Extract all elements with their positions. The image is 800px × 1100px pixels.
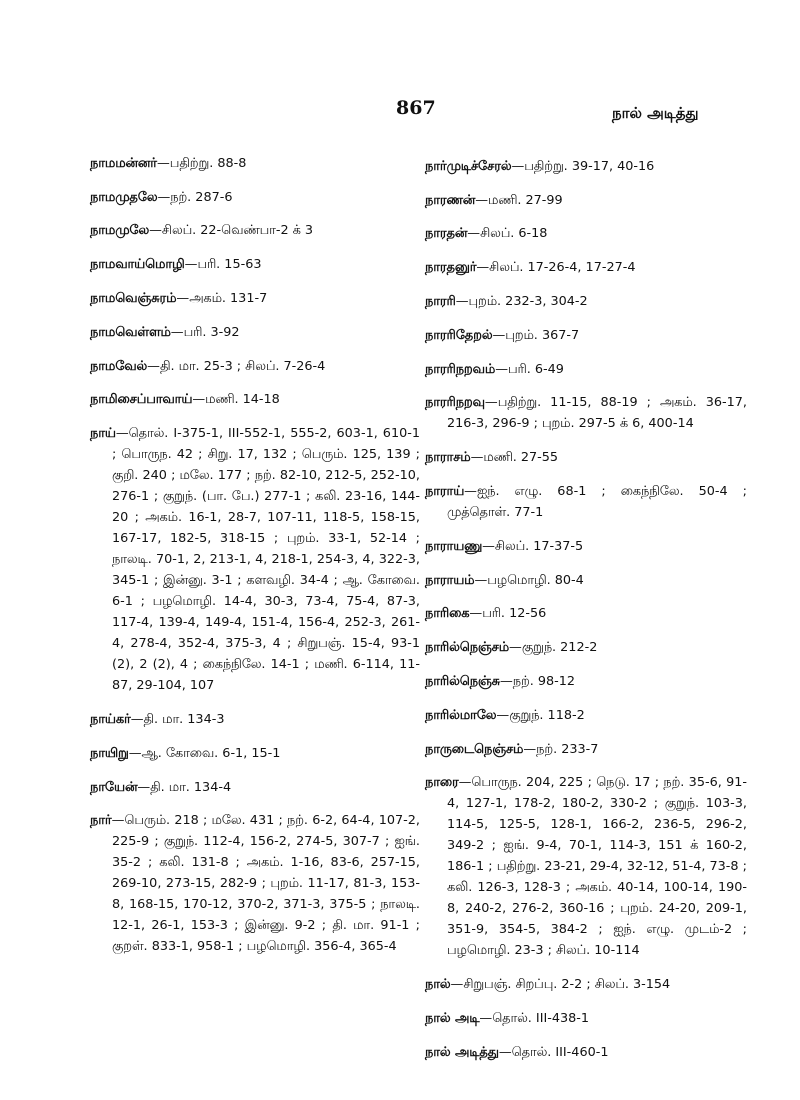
headword: நாயேன்: [90, 779, 138, 795]
headword: நாரதன்: [425, 226, 468, 242]
headword: நாரை: [425, 775, 459, 791]
references: —பரி. 12-56: [469, 606, 547, 622]
index-entry: [425, 603, 747, 624]
index-entry: [90, 810, 420, 957]
headword: நாய்: [90, 426, 116, 442]
index-entry: [90, 777, 420, 798]
headword: நாரரிநறவம்: [425, 361, 496, 377]
index-entry: [425, 359, 747, 380]
index-entry: [90, 153, 420, 174]
index-entry: [90, 423, 420, 696]
references: —சிலப். 17-37-5: [482, 538, 584, 554]
references: —மணி. 14-18: [192, 392, 280, 408]
references: —சிலப். 22-வெண்பா-2 க் 3: [149, 223, 314, 239]
index-entry: [425, 257, 747, 278]
headword: நாரணன்: [425, 192, 476, 208]
index-entry: [425, 1008, 747, 1029]
index-entry: [425, 447, 747, 468]
index-entry: [425, 974, 747, 995]
headword: நார்: [90, 813, 112, 829]
headword: நாரில்நெஞ்சு: [425, 673, 500, 689]
headword: நால் அடி: [425, 1010, 480, 1026]
references: —தி. மா. 134-4: [137, 779, 232, 795]
index-entry: [425, 291, 747, 312]
headword: நாமவேல்: [90, 358, 148, 374]
index-entry: [425, 739, 747, 760]
references: —தொல். I-375-1, III-552-1, 555-2, 603-1, 610-1 ; பொருந. 42 ; சிறு. 17, 132 ; பெரும். 125, 139 ; குறி. 240 ; மலே. 177 ; நற். 82-10, 212-5, 252-10, 276-1 ; குறுந். (பா. பே.) 277-1 ; கலி. 23-16, 144-20 ; அகம். 16-1, 28-7, 107-11, 118-5, 158-15, 167-17, 182-5, 318-15 ; புறம். 33-1, 52-14 ; நாலடி. 70-1, 2, 213-1, 4, 218-1, 254-3, 4, 322-3, 345-1 ; இன்னு. 3-1 ; களவழி. 34-4 ; ஆ. கோவை. 6-1 ; பழமொழி. 14-4, 30-3, 73-4, 75-4, 87-3, 117-4, 139-4, 149-4, 151-4, 156-4, 252-3, 261-4, 278-4, 352-4, 375-3, 4 ; சிறுபஞ். 15-4, 93-1 (2), 2 (2), 4 ; கைந்நிலே. 14-1 ; மணி. 6-114, 11-87, 29-104, 107: [112, 426, 420, 694]
references: —நற். 98-12: [500, 673, 576, 689]
headword: நாரிகை: [425, 606, 470, 622]
index-entry: [425, 637, 747, 658]
references: —பொருந. 204, 225 ; நெடு. 17 ; நற். 35-6, 91-4, 127-1, 178-2, 180-2, 330-2 ; குறுந். 103-3, 114-5, 125-5, 128-1, 166-2, 236-5, 296-2, 349-2 ; ஐங். 9-4, 70-1, 114-3, 151 க் 160-2, 186-1 ; பதிற்று. 23-21, 29-4, 32-12, 51-4, 73-8 ; கலி. 126-3, 128-3 ; அகம். 40-14, 100-14, 190-8, 240-2, 276-2, 360-16 ; புறம். 24-20, 209-1, 351-9, 354-5, 384-2 ; ஐந். எழு. முடம்-2 ; பழமொழி. 23-3 ; சிலப். 10-114: [447, 775, 747, 959]
references: —சிலப். 6-18: [467, 226, 548, 242]
references: —பதிற்று. 39-17, 40-16: [511, 158, 655, 174]
references: —பழமொழி. 80-4: [474, 572, 584, 588]
index-entry: [90, 220, 420, 241]
references: —பதிற்று. 11-15, 88-19 ; அகம். 36-17, 216-3, 296-9 ; புறம். 297-5 க் 6, 400-14: [447, 395, 747, 432]
references: —நற். 233-7: [523, 741, 599, 757]
index-entry: [425, 671, 747, 692]
headword: நாமிசைப்பாவாய்: [90, 392, 193, 408]
right-column: [425, 143, 747, 1069]
headword: நாராயணு: [425, 538, 483, 554]
headword: நால் அடித்து: [425, 1044, 499, 1060]
index-entry: [425, 570, 747, 591]
index-entry: [90, 187, 420, 208]
index-entry: [425, 223, 747, 244]
headword: நாரரி: [425, 293, 456, 309]
references: —தொல். III-460-1: [498, 1044, 609, 1060]
running-head: நால் அடித்து: [612, 104, 699, 122]
references: —பதிற்று. 88-8: [157, 155, 247, 171]
headword: நாமவெஞ்சுரம்: [90, 290, 177, 306]
references: —சிலப். 17-26-4, 17-27-4: [476, 260, 636, 276]
headword: நாரரிதேறல்: [425, 327, 493, 343]
index-entry: [425, 536, 747, 557]
headword: நாரதனுர்: [425, 260, 477, 276]
index-entry: [90, 288, 420, 309]
index-entry: [425, 325, 747, 346]
references: —புறம். 367-7: [492, 327, 580, 343]
index-entry: [425, 190, 747, 211]
headword: நாமமன்னர்: [90, 155, 157, 171]
headword: நாய்கர்: [90, 711, 131, 727]
references: —பெரும். 218 ; மலே. 431 ; நற். 6-2, 64-4, 107-2, 225-9 ; குறுந். 112-4, 156-2, 274-5, 307-7 ; ஐங். 35-2 ; கலி. 131-8 ; அகம். 1-16, 83-6, 257-15, 269-10, 273-15, 282-9 ; புறம். 11-17, 81-3, 153-8, 168-15, 170-12, 370-2, 371-3, 375-5 ; நாலடி. 12-1, 26-1, 153-3 ; இன்னு. 9-2 ; தி. மா. 91-1 ; குறள். 833-1, 958-1 ; பழமொழி. 356-4, 365-4: [111, 813, 420, 955]
references: —நற். 287-6: [157, 189, 233, 205]
references: —ஐந். எழு. 68-1 ; கைந்நிலே. 50-4 ; முத்தொள். 77-1: [447, 483, 747, 520]
index-entry: [425, 156, 747, 177]
headword: நாயிறு: [90, 745, 129, 761]
headword: நால்: [425, 977, 451, 993]
references: —பரி. 3-92: [170, 324, 240, 340]
headword: நாமவெள்ளம்: [90, 324, 171, 340]
headword: நாரில்மாலே: [425, 707, 497, 723]
references: —தி. மா. 134-3: [130, 711, 225, 727]
references: —அகம். 131-7: [176, 290, 268, 306]
references: —மணி. 27-99: [475, 192, 563, 208]
headword: நாராசம்: [425, 450, 471, 466]
index-entry: [425, 481, 747, 523]
headword: நாமமுதலே: [90, 189, 158, 205]
index-entry: [90, 389, 420, 410]
references: —தொல். III-438-1: [479, 1010, 590, 1026]
references: —ஆ. கோவை. 6-1, 15-1: [128, 745, 281, 761]
index-entry: [425, 705, 747, 726]
references: —புறம். 232-3, 304-2: [455, 293, 588, 309]
index-entry: [90, 356, 420, 377]
index-entry: [90, 322, 420, 343]
index-entry: [425, 392, 747, 434]
index-entry: [90, 743, 420, 764]
index-entry: [425, 1042, 747, 1063]
headword: நாரரிநறவு: [425, 395, 485, 411]
references: —மணி. 27-55: [470, 450, 559, 466]
left-column: [90, 140, 420, 963]
references: —தி. மா. 25-3 ; சிலப். 7-26-4: [147, 358, 326, 374]
headword: நார்முடிச்சேரல்: [425, 158, 512, 174]
references: —குறுந். 118-2: [496, 707, 585, 723]
index-entry: [90, 709, 420, 730]
references: —சிறுபஞ். சிறப்பு. 2-2 ; சிலப். 3-154: [450, 977, 671, 993]
headword: நாராயம்: [425, 572, 475, 588]
references: —பரி. 15-63: [184, 257, 262, 273]
page-number: 867: [396, 97, 436, 119]
references: —பரி. 6-49: [495, 361, 564, 377]
index-entry: [90, 254, 420, 275]
headword: நாமவாய்மொழி: [90, 257, 185, 273]
headword: நாரில்நெஞ்சம்: [425, 640, 510, 656]
headword: நாருடைநெஞ்சம்: [425, 741, 524, 757]
index-entry: [425, 772, 747, 961]
headword: நாமமுலே: [90, 223, 150, 239]
headword: நாராய்: [425, 483, 465, 499]
references: —குறுந். 212-2: [509, 640, 598, 656]
